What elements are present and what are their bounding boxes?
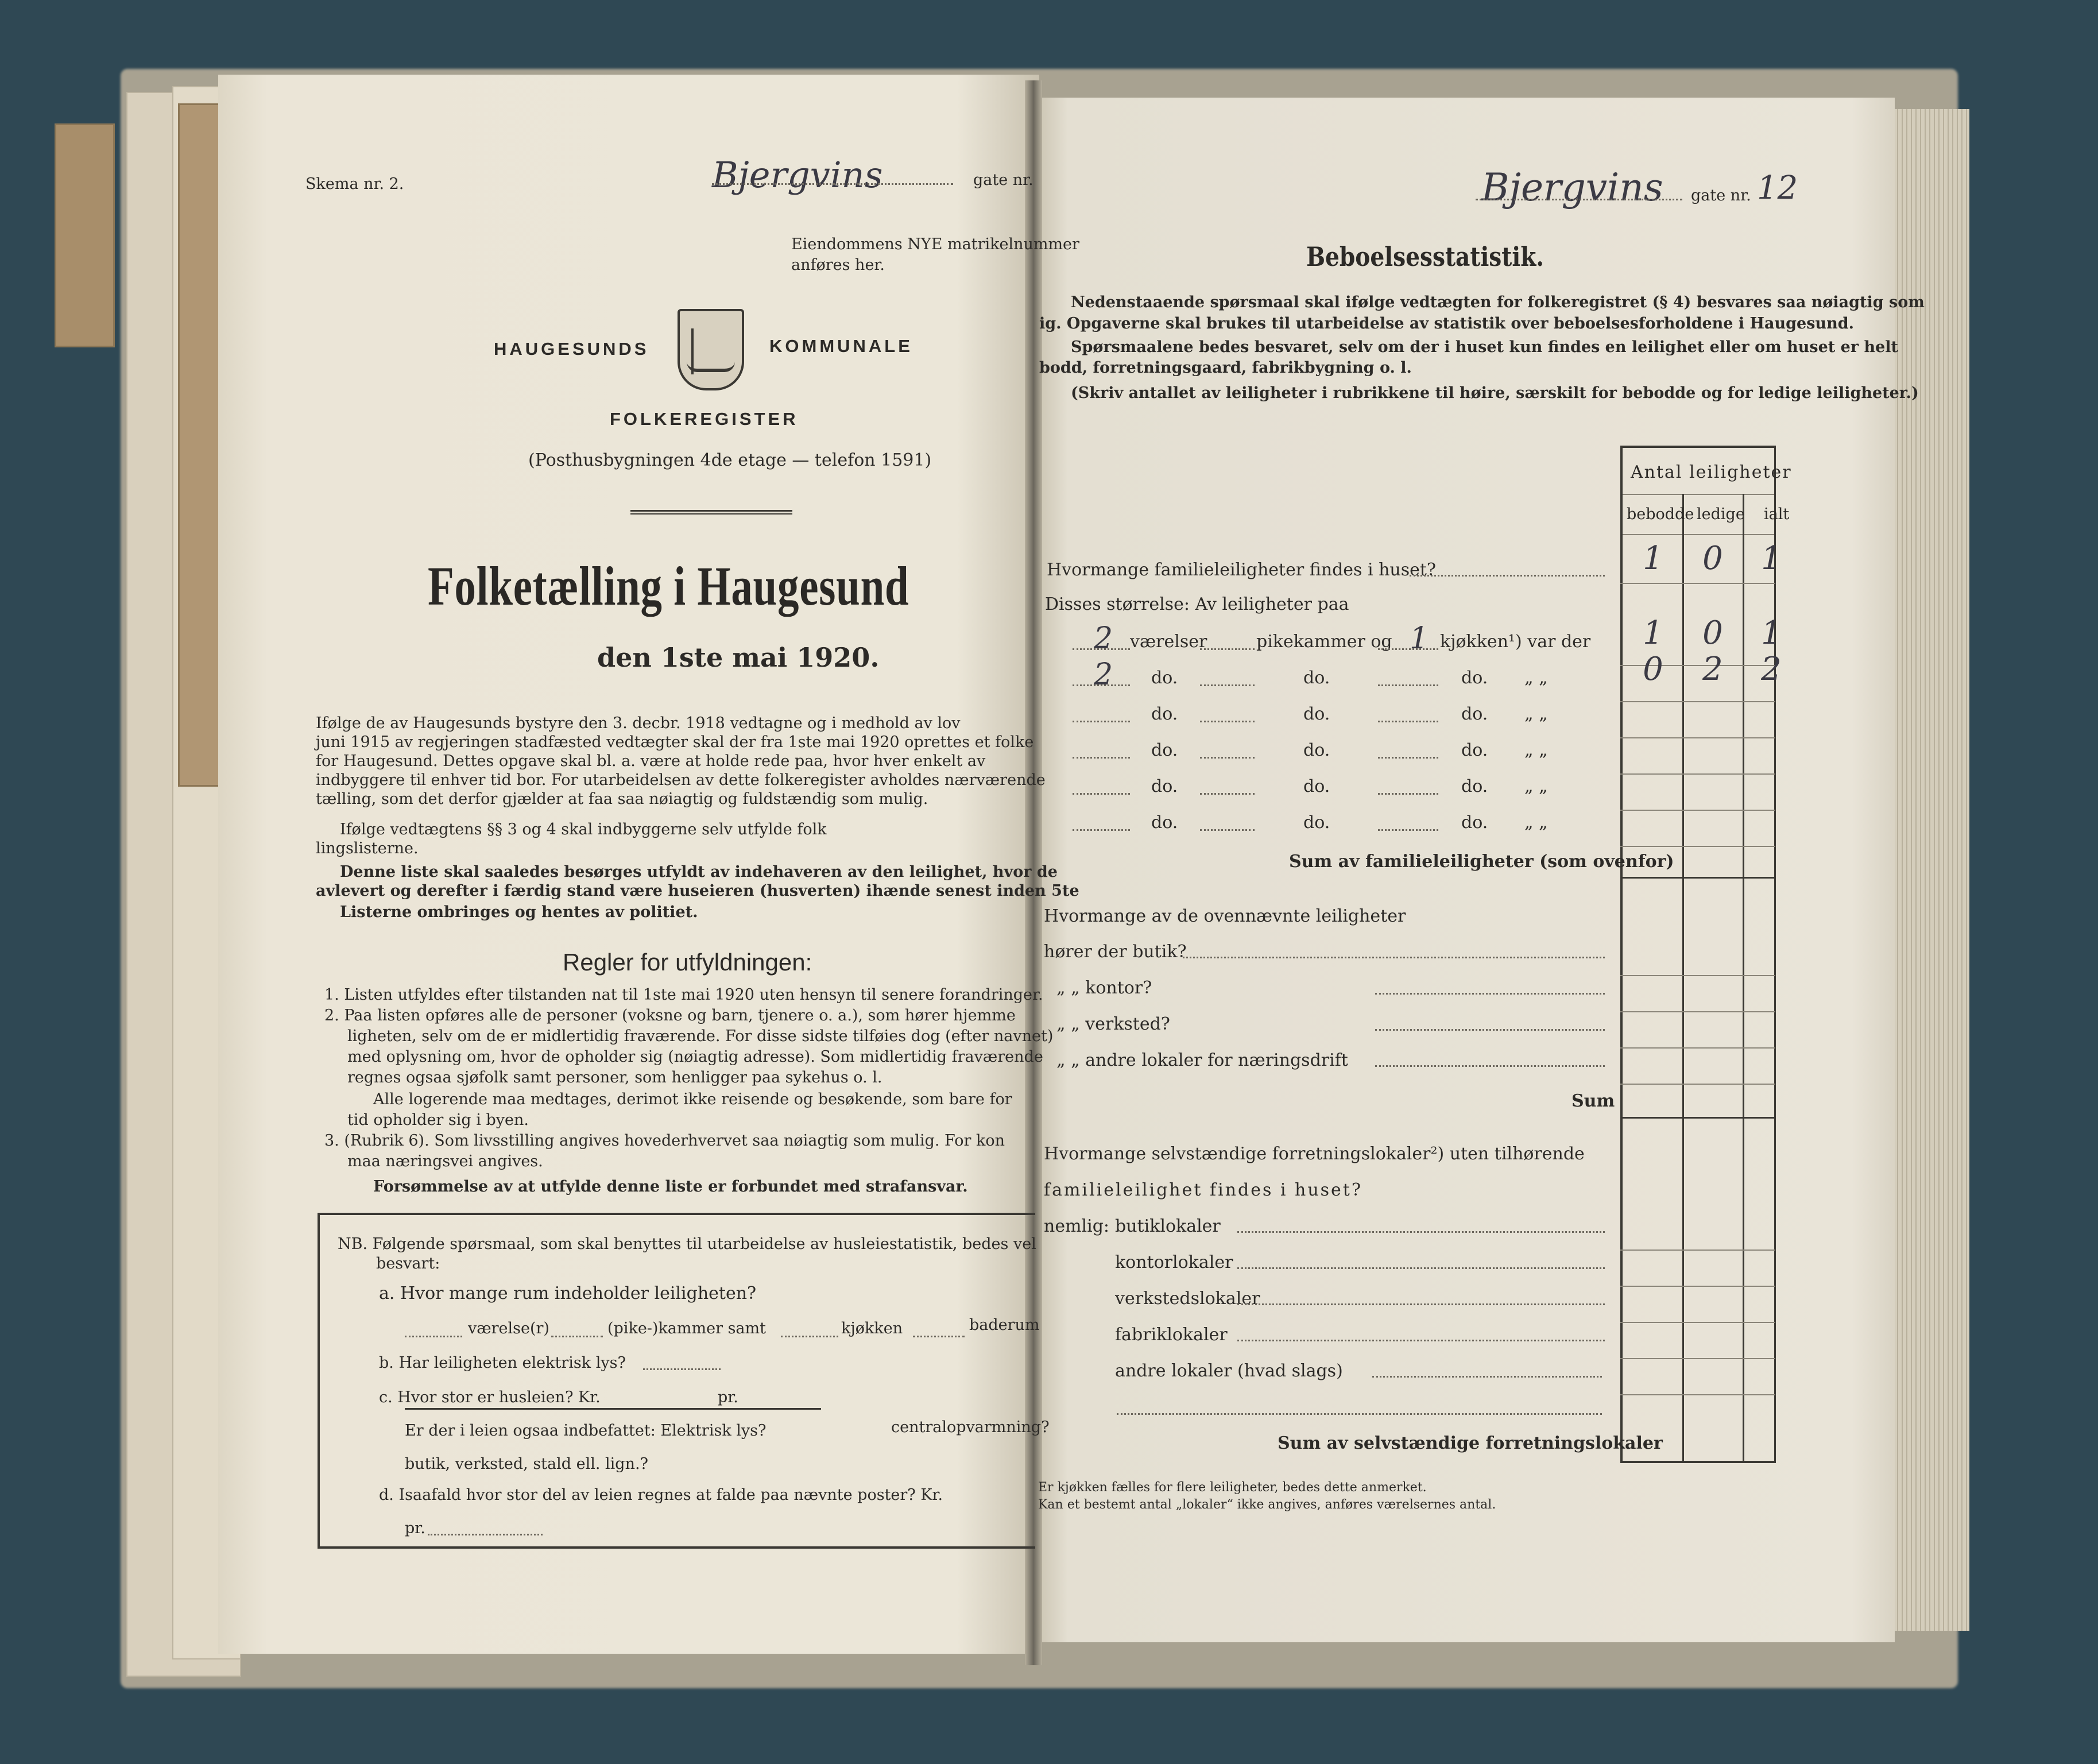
- table-border: [1620, 446, 1623, 1463]
- fill-line: [405, 1335, 462, 1337]
- rule-line: 3. (Rubrik 6). Som livsstilling angives hovederhvervet saa nøiagtig som mulig. For kon: [324, 1132, 1005, 1150]
- fill-line: [1117, 1413, 1602, 1415]
- column-header: bebodde: [1627, 505, 1694, 523]
- rule-line: regnes ogsaa sjøfolk samt personer, som henligger paa sykehus o. l.: [347, 1069, 882, 1086]
- street-line: [712, 183, 953, 185]
- intro-line: (Skriv antallet av leiligheter i rubrikkene til høire, særskilt for bebodde og for ledige leiligheter.): [1071, 384, 1919, 402]
- rule-line: ligheten, selv om de er midlertidig fraværende. For disse sidste tilføies dog (efter navnet): [347, 1027, 1054, 1045]
- fill-line: [1073, 756, 1130, 759]
- size-cell: 2: [1761, 651, 1782, 688]
- nb-question-b: b. Har leiligheten elektrisk lys?: [379, 1354, 626, 1372]
- beboelses-heading: Beboelsesstatistik.: [1306, 241, 1544, 272]
- table-rule: [1620, 737, 1775, 738]
- table-rule: [1620, 583, 1775, 584]
- table-rule: [1620, 1394, 1775, 1395]
- fill-line: [551, 1335, 603, 1337]
- size-word: do.: [1303, 776, 1330, 796]
- register-address: (Posthusbygningen 4de etage — telefon 1591): [528, 450, 932, 470]
- q3-item: andre lokaler (hvad slags): [1115, 1361, 1343, 1381]
- nb-question-c3: butik, verksted, stald ell. lign.?: [405, 1455, 649, 1473]
- table-rule: [1620, 810, 1775, 811]
- rule-line: Forsømmelse av at utfylde denne liste er forbundet med strafansvar.: [373, 1178, 968, 1196]
- quote-marks: „ „: [1524, 813, 1548, 833]
- size-word: do.: [1461, 704, 1488, 724]
- q3-prefix: nemlig:: [1044, 1216, 1110, 1236]
- fill-line: [1073, 829, 1130, 831]
- q3-item: kontorlokaler: [1115, 1252, 1233, 1272]
- footnote-2: Kan et bestemt antal „lokaler“ ikke angives, anføres værelsernes antal.: [1038, 1498, 1496, 1512]
- column-header: ialt: [1764, 505, 1790, 523]
- quote-marks: „ „: [1524, 704, 1548, 724]
- index-tab: [178, 103, 224, 787]
- intro-line: avlevert og derefter i færdig stand være huseieren (husverten) ihænde senest inden 5te: [316, 882, 1079, 900]
- table-rule: [1620, 975, 1775, 976]
- table-rule: [1620, 1358, 1775, 1359]
- document-subtitle: den 1ste mai 1920.: [597, 642, 880, 673]
- municipality-left: HAUGESUNDS: [494, 339, 649, 359]
- nb-question-c2: Er der i leien ogsaa indbefattet: Elektrisk lys?: [405, 1422, 767, 1440]
- schema-label: Skema nr. 2.: [305, 175, 404, 193]
- fill-line: [1073, 720, 1130, 722]
- nb-lead-2: besvart:: [376, 1255, 440, 1272]
- size-cell: 0: [1702, 614, 1723, 652]
- size-cell: 2: [1702, 651, 1723, 688]
- fill-line: [1073, 792, 1130, 795]
- size-cell: 0: [1643, 651, 1663, 688]
- table-rule: [1620, 1084, 1775, 1085]
- divider: [630, 510, 792, 514]
- rule-line: 2. Paa listen opføres alle de personer (voksne og barn, tjenere o. a.), som hører hjemme: [324, 1007, 1016, 1024]
- fill-line: [1237, 1267, 1605, 1269]
- size-word: do.: [1151, 740, 1178, 760]
- register-title: FOLKEREGISTER: [610, 409, 799, 429]
- rules-heading: Regler for utfyldningen:: [563, 949, 812, 976]
- table-rule: [1620, 877, 1775, 879]
- table-rule: [1620, 1047, 1775, 1049]
- table-border: [1620, 446, 1775, 448]
- gate-nr-label: gate nr.: [1691, 187, 1751, 204]
- fill-line: [1200, 648, 1255, 650]
- quote-marks: „ „: [1524, 740, 1548, 760]
- nb-lead: NB. Følgende spørsmaal, som skal benyttes til utarbeidelse av husleiestatistik, bedes vel: [338, 1235, 1036, 1253]
- matrikkel-note-2: anføres her.: [791, 256, 885, 274]
- intro-line: indbyggere til enhver tid bor. For utarbeidelsen av dette folkeregister avholdes nærværende: [316, 771, 1046, 789]
- rule-line: 1. Listen utfyldes efter tilstanden nat til 1ste mai 1920 uten hensyn til senere forandringer.: [324, 986, 1043, 1004]
- size-cell: 1: [1761, 614, 1782, 652]
- intro-line: tælling, som det derfor gjælder at faa saa nøiagtig og fuldstændig som mulig.: [316, 790, 928, 808]
- rule-line: maa næringsvei angives.: [347, 1152, 543, 1170]
- fill-line: [1237, 1231, 1605, 1233]
- table-rule: [1620, 1011, 1775, 1012]
- intro-line: ig. Opgaverne skal brukes til utarbeidelse av statistik over beboelsesforholdene i Haugesund.: [1039, 315, 1854, 332]
- fill-line: [1378, 684, 1438, 686]
- fill-line: [1237, 1303, 1605, 1305]
- size-word: do.: [1461, 668, 1488, 688]
- fill-line: [1372, 1375, 1602, 1378]
- fill-line: [1378, 648, 1438, 650]
- size-word: do.: [1151, 704, 1178, 724]
- table-rule: [1620, 534, 1775, 535]
- q2-item: „ „ andre lokaler for næringsdrift: [1056, 1050, 1348, 1070]
- fill-line: [1378, 792, 1438, 795]
- q3-label-b: familieleilighet findes i huset?: [1044, 1180, 1362, 1200]
- q2-item: „ „ kontor?: [1056, 978, 1152, 998]
- table-rule: [1620, 701, 1775, 702]
- document-title: Folketælling i Haugesund: [428, 555, 909, 617]
- size-label: Disses størrelse: Av leiligheter paa: [1045, 594, 1349, 614]
- intro-line: Listerne ombringes og hentes av politiet.: [340, 903, 698, 921]
- intro-line: Spørsmaalene bedes besvaret, selv om der i huset kun findes en leilighet eller om huset er helt: [1071, 338, 1898, 356]
- footnote-1: Er kjøkken fælles for flere leiligheter, bedes dette anmerket.: [1038, 1480, 1427, 1495]
- fill-line: [428, 1533, 543, 1535]
- intro-line: Ifølge de av Haugesunds bystyre den 3. decbr. 1918 vedtagne og i medhold av lov: [316, 714, 961, 732]
- table-rule: [1620, 846, 1775, 847]
- size-word: do.: [1461, 813, 1488, 833]
- nb-question-c: c. Hvor stor er husleien? Kr.: [379, 1388, 601, 1406]
- rule-line: tid opholder sig i byen.: [347, 1111, 529, 1129]
- rule-line: med oplysning om, hvor de opholder sig (nøiagtig adresse). Som midlertidig fraværende: [347, 1048, 1043, 1066]
- q1-ledige: 0: [1702, 540, 1723, 577]
- rooms-value: 2: [1094, 621, 1113, 656]
- size-word: do.: [1151, 813, 1178, 833]
- rule-line: Alle logerende maa medtages, derimot ikke reisende og besøkende, som bare for: [373, 1090, 1012, 1108]
- table-col: [1743, 494, 1744, 1463]
- hand-underline: [405, 1408, 821, 1410]
- size-word: do.: [1151, 668, 1178, 688]
- table-rule: [1620, 1250, 1775, 1251]
- size-word: kjøkken¹) var der: [1440, 632, 1591, 652]
- q1-ialt: 1: [1761, 540, 1782, 577]
- gate-nr-label: gate nr.: [973, 171, 1033, 189]
- street-handwritten: Bjergvins: [712, 154, 883, 196]
- rooms-value: 2: [1094, 657, 1113, 692]
- intro-line: Nedenstaaende spørsmaal skal ifølge vedtægten for folkeregistret (§ 4) besvares saa nøiagtig som: [1071, 293, 1925, 311]
- fill-line: [1200, 829, 1255, 831]
- table-header: Antal leiligheter: [1631, 462, 1792, 482]
- size-word: do.: [1461, 740, 1488, 760]
- intro-line: Ifølge vedtægtens §§ 3 og 4 skal indbyggerne selv utfylde folk: [340, 821, 827, 838]
- municipality-right: KOMMUNALE: [769, 336, 913, 356]
- fill-line: [1375, 992, 1605, 995]
- q3-item: butiklokaler: [1115, 1216, 1221, 1236]
- intro-line: for Haugesund. Dettes opgave skal bl. a. være at holde rede paa, hvor hver enkelt av: [316, 752, 986, 770]
- intro-line: juni 1915 av regjeringen stadfæsted vedtægter skal der fra 1ste mai 1920 oprettes et folke: [316, 733, 1034, 751]
- fill-line: [913, 1335, 965, 1337]
- nb-question-d: d. Isaafald hvor stor del av leien regnes at falde paa nævnte poster? Kr.: [379, 1486, 943, 1504]
- q3-item: verkstedslokaler: [1115, 1289, 1260, 1309]
- quote-marks: „ „: [1524, 776, 1548, 796]
- table-border: [1620, 1461, 1775, 1463]
- gate-nr-value: 12: [1757, 169, 1798, 207]
- quote-marks: „ „: [1524, 668, 1548, 688]
- nb-field: kjøkken: [841, 1320, 903, 1337]
- q3-label-a: Hvormange selvstændige forretningslokaler²) uten tilhørende: [1044, 1144, 1585, 1164]
- sum-business: Sum av selvstændige forretningslokaler: [1278, 1433, 1663, 1453]
- table-rule: [1620, 1117, 1775, 1119]
- intro-line: lingslisterne.: [316, 840, 419, 857]
- fill-line: [1378, 829, 1438, 831]
- size-word: do.: [1303, 740, 1330, 760]
- q2-item: „ „ verksted?: [1056, 1014, 1170, 1034]
- coat-of-arms-icon: [678, 309, 744, 390]
- fill-line: [1200, 720, 1255, 722]
- nb-field: værelse(r): [468, 1320, 549, 1337]
- index-tab: [55, 123, 115, 347]
- fill-line: [1200, 792, 1255, 795]
- size-word: do.: [1303, 704, 1330, 724]
- size-word: pikekammer og: [1256, 632, 1392, 652]
- nb-question-d-pr: pr.: [405, 1519, 425, 1537]
- fill-line: [1378, 756, 1438, 759]
- table-rule: [1620, 494, 1775, 495]
- size-cell: 1: [1643, 614, 1663, 652]
- intro-line: Denne liste skal saaledes besørges utfyldt av indehaveren av den leilighet, hvor de: [340, 863, 1058, 881]
- column-header: ledige: [1697, 505, 1745, 523]
- size-word: do.: [1303, 668, 1330, 688]
- fill-line: [643, 1368, 721, 1370]
- intro-line: bodd, forretningsgaard, fabrikbygning o. l.: [1039, 359, 1412, 377]
- size-word: do.: [1461, 776, 1488, 796]
- fill-line: [1375, 1065, 1605, 1067]
- q2-item: hører der butik?: [1044, 942, 1187, 962]
- sum-label: Sum: [1571, 1091, 1615, 1111]
- table-rule: [1620, 773, 1775, 775]
- fill-line: [781, 1335, 838, 1337]
- fill-line: [1183, 956, 1605, 958]
- table-border: [1774, 446, 1776, 1463]
- q2-label: Hvormange av de ovennævnte leiligheter: [1044, 906, 1406, 926]
- nb-field: (pike-)kammer samt: [607, 1320, 766, 1337]
- page-edges-right: [1889, 109, 1969, 1631]
- fill-line: [1200, 756, 1255, 759]
- nb-question-c2-right: centralopvarmning?: [891, 1418, 1050, 1436]
- matrikkel-note-1: Eiendommens NYE matrikelnummer: [791, 235, 1079, 253]
- nb-question-a: a. Hvor mange rum indeholder leiligheten?: [379, 1283, 757, 1303]
- table-rule: [1620, 1286, 1775, 1287]
- size-word: do.: [1151, 776, 1178, 796]
- q3-item: fabriklokaler: [1115, 1325, 1228, 1345]
- kitchen-value: 1: [1410, 621, 1429, 656]
- fill-line: [1378, 720, 1438, 722]
- table-col: [1682, 494, 1684, 1463]
- nb-question-c-pr: pr.: [718, 1388, 738, 1406]
- nb-field: baderum: [969, 1316, 1040, 1334]
- fill-line: [1410, 574, 1605, 577]
- size-word: værelser: [1130, 632, 1207, 652]
- q1-bebodde: 1: [1643, 540, 1663, 577]
- street-handwritten-right: Bjergvins: [1481, 165, 1663, 210]
- size-word: do.: [1303, 813, 1330, 833]
- fill-line: [1375, 1028, 1605, 1031]
- street-line: [1476, 198, 1682, 200]
- table-rule: [1620, 1322, 1775, 1323]
- sum-family: Sum av familieleiligheter (som ovenfor): [1289, 852, 1674, 872]
- q1-label: Hvormange familieleiligheter findes i huset?: [1047, 560, 1437, 580]
- fill-line: [1237, 1339, 1605, 1341]
- fill-line: [1200, 684, 1255, 686]
